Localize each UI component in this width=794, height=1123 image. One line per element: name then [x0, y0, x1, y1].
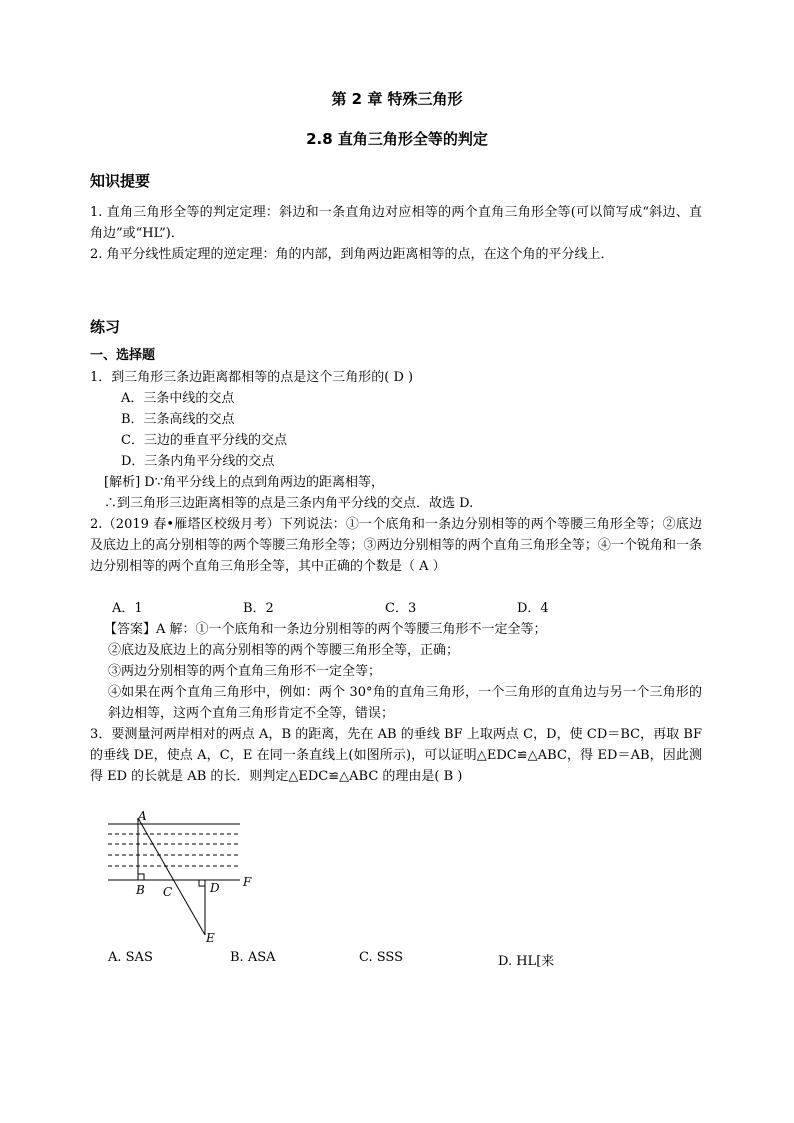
q1-option-c: C．三边的垂直平分线的交点 — [121, 433, 287, 448]
label-d: D — [210, 881, 220, 895]
q1-option-a: A．三条中线的交点 — [121, 391, 235, 406]
knowledge-heading: 知识提要 — [90, 172, 151, 190]
q3-option-d: D. HL[来 — [498, 954, 555, 969]
q2-option-c: C．3 — [385, 601, 417, 616]
label-b: B — [136, 883, 145, 897]
q2-answer-line-2: ②底边及底边上的高分别相等的两个等腰三角形全等，正确； — [108, 643, 460, 658]
label-e: E — [206, 931, 215, 945]
question-1-stem: 1．到三角形三条边距离都相等的点是这个三角形的( D ) — [90, 370, 414, 385]
label-a: A — [138, 810, 147, 823]
q3-option-c: C. SSS — [359, 950, 404, 965]
question-3-stem: 3．要测量河两岸相对的两点 A，B 的距离，先在 AB 的垂线 BF 上取两点 C，D，使 CD＝BC，再取 BF 的垂线 DE，使点 A，C，E 在同一条直线上(如图所示)，可以证明△EDC≌△ABC，得 ED＝AB，因此测得 ED 的长就是 AB 的长．则判定△EDC≌△ABC 的理由是( B ) — [90, 727, 702, 784]
chapter-title: 第 2 章 特殊三角形 — [331, 90, 463, 108]
choice-subheading: 一、选择题 — [90, 348, 156, 363]
q2-option-d: D．4 — [517, 601, 549, 616]
q2-answer-line-3: ③两边分别相等的两个直角三角形不一定全等； — [108, 664, 382, 679]
q1-option-b: B．三条高线的交点 — [121, 412, 235, 427]
label-c: C — [163, 885, 173, 899]
q1-analysis-line-1: [解析] D∵角平分线上的点到角两边的距离相等， — [104, 475, 384, 490]
knowledge-item-2: 2. 角平分线性质定理的逆定理：角的内部，到角两边距离相等的点，在这个角的平分线上． — [90, 247, 614, 262]
q2-answer-line-4: ④如果在两个直角三角形中，例如：两个 30°角的直角三角形，一个三角形的直角边与另一个三角形的斜边相等，这两个直角三角形肯定不全等，错误； — [108, 685, 702, 721]
q2-option-a: A．1 — [112, 601, 143, 616]
practice-heading: 练习 — [90, 318, 121, 336]
q3-option-b: B. ASA — [230, 950, 276, 965]
knowledge-item-1: 1. 直角三角形全等的判定定理：斜边和一条直角边对应相等的两个直角三角形全等(可以简写成“斜边、直角边”或“HL”)． — [90, 205, 702, 241]
q2-option-b: B．2 — [243, 601, 274, 616]
q2-answer-line-1: 【答案】A 解：①一个底角和一条边分别相等的两个等腰三角形不一定全等； — [104, 622, 547, 637]
label-f: F — [243, 875, 252, 889]
question-2-stem: 2.（2019 春•雁塔区校级月考）下列说法：①一个底角和一条边分别相等的两个等腰三角形全等；②底边及底边上的高分别相等的两个等腰三角形全等；③两边分别相等的两个直角三角形全等；④一个锐角和一条边分别相等的两个直角三角形全等，其中正确的个数是（ A ） — [90, 517, 702, 574]
q1-analysis-line-2: ∴到三角形三边距离相等的点是三条内角平分线的交点．故选 D. — [104, 496, 474, 511]
segment-ae — [138, 818, 205, 935]
q1-option-d: D．三条内角平分线的交点 — [121, 454, 275, 469]
right-angle-mark-d — [199, 880, 205, 886]
q3-option-a: A. SAS — [108, 950, 153, 965]
section-title: 2.8 直角三角形全等的判定 — [306, 130, 488, 148]
river-measurement-figure — [100, 810, 270, 945]
right-angle-mark-b — [138, 874, 144, 880]
